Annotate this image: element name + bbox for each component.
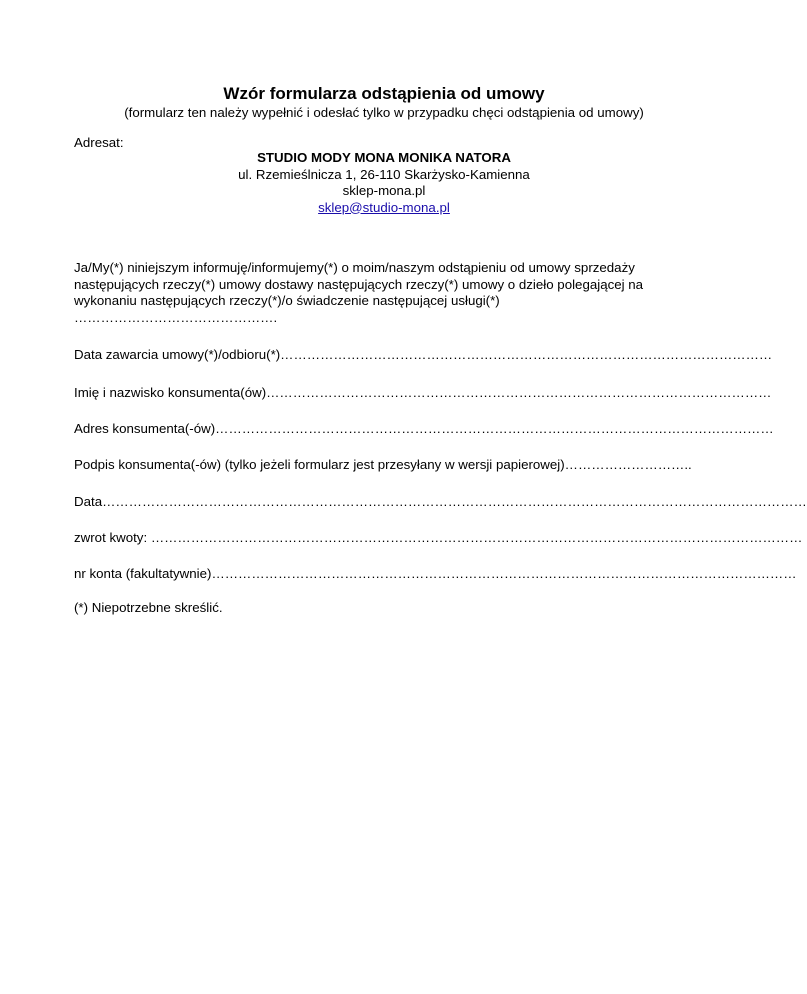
field-consumer-address: Adres konsumenta(-ów)………………………………………………………………………………………………………………: [74, 421, 774, 436]
field-consumer-name: Imię i nazwisko konsumenta(ów)……………………………………………………………………………………………………: [74, 385, 772, 400]
field-account-number: nr konta (fakultatywnie)……………………………………………………………………………………………………………………: [74, 566, 797, 581]
company-name: STUDIO MODY MONA MONIKA NATORA: [257, 150, 511, 165]
company-email-link[interactable]: sklep@studio-mona.pl: [318, 199, 450, 215]
field-refund-amount: zwrot kwoty: …………………………………………………………………………………………………………………………………: [74, 530, 803, 545]
company-address: ul. Rzemieślnicza 1, 26-110 Skarżysko-Kamienna: [238, 166, 530, 182]
field-contract-date: Data zawarcia umowy(*)/odbioru(*)…………………………………………………………………………………………………: [74, 347, 773, 362]
addressee-label: Adresat:: [74, 135, 124, 150]
addressee-block: [0, 150, 768, 216]
field-consumer-signature: Podpis konsumenta(-ów) (tylko jeżeli formularz jest przesyłany w wersji papierowej)………………………..: [74, 457, 692, 472]
page-subtitle: (formularz ten należy wypełnić i odesłać tylko w przypadku chęci odstąpienia od umowy): [124, 105, 644, 120]
footnote: (*) Niepotrzebne skreślić.: [74, 600, 223, 615]
company-website: sklep-mona.pl: [342, 183, 426, 198]
withdrawal-statement: Ja/My(*) niniejszym informuję/informujemy(*) o moim/naszym odstąpieniu od umowy sprzedaży następujących rzeczy(*) umowy dostawy następujących rzeczy(*) umowy o dzieło polegającej na wykonaniu następujących rzeczy(*)/o świadczenie następującej usługi(*) ……………………………………….: [74, 260, 644, 325]
field-date: Data……………………………………………………………………………………………………………………………………………: [74, 494, 807, 509]
page-title: Wzór formularza odstąpienia od umowy: [223, 84, 545, 103]
